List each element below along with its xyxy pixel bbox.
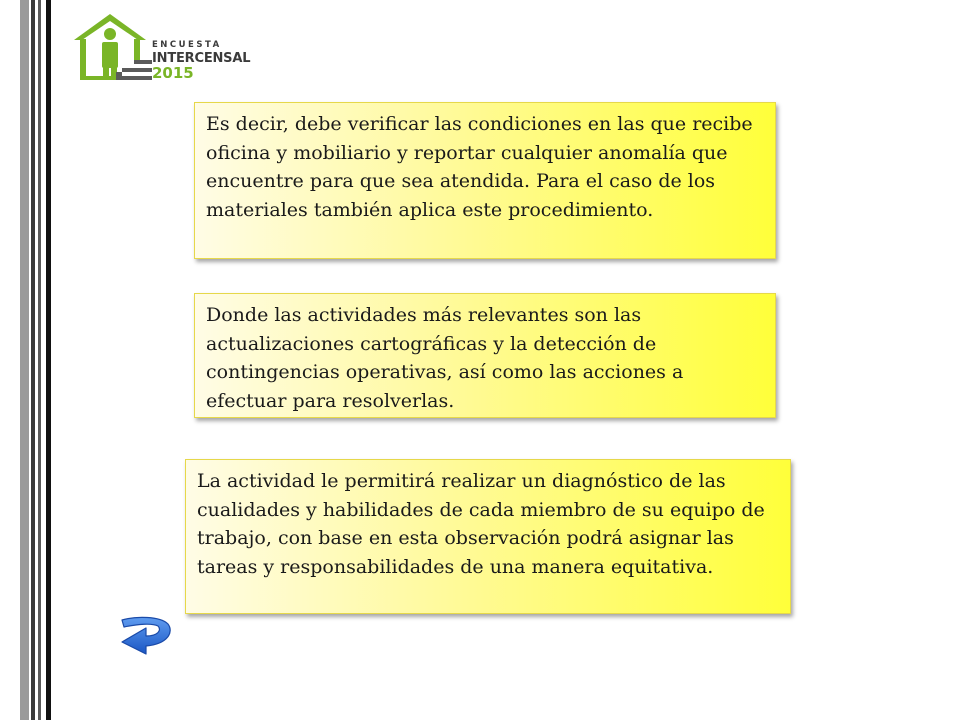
logo-line-3: 2015: [152, 63, 194, 82]
note-box: La actividad le permitirá realizar un diagnóstico de las cualidades y habilidades de cada miembro de su equipo de trabajo, con base en esta observación podrá asignar las tareas y responsabilidades de una manera equitativa.: [185, 459, 791, 614]
decorative-bar: [46, 0, 51, 720]
logo-line-2: INTERCENSAL: [152, 50, 251, 66]
return-arrow-icon: [116, 614, 176, 660]
decorative-bar: [38, 0, 41, 720]
decorative-bar: [20, 0, 29, 720]
logo-line-1: ENCUESTA: [152, 40, 222, 50]
note-box: Es decir, debe verificar las condiciones en las que recibe oficina y mobiliario y reportar cualquier anomalía que encuentre para que sea atendida. Para el caso de los materiales también aplica este procedimiento.: [194, 102, 776, 259]
house-person-icon: [70, 10, 152, 84]
encuesta-intercensal-logo: [70, 10, 260, 84]
note-box: Donde las actividades más relevantes son las actualizaciones cartográficas y la detección de contingencias operativas, así como las acciones a efectuar para resolverlas.: [194, 293, 776, 418]
back-button[interactable]: [116, 614, 176, 660]
decorative-bar: [31, 0, 35, 720]
